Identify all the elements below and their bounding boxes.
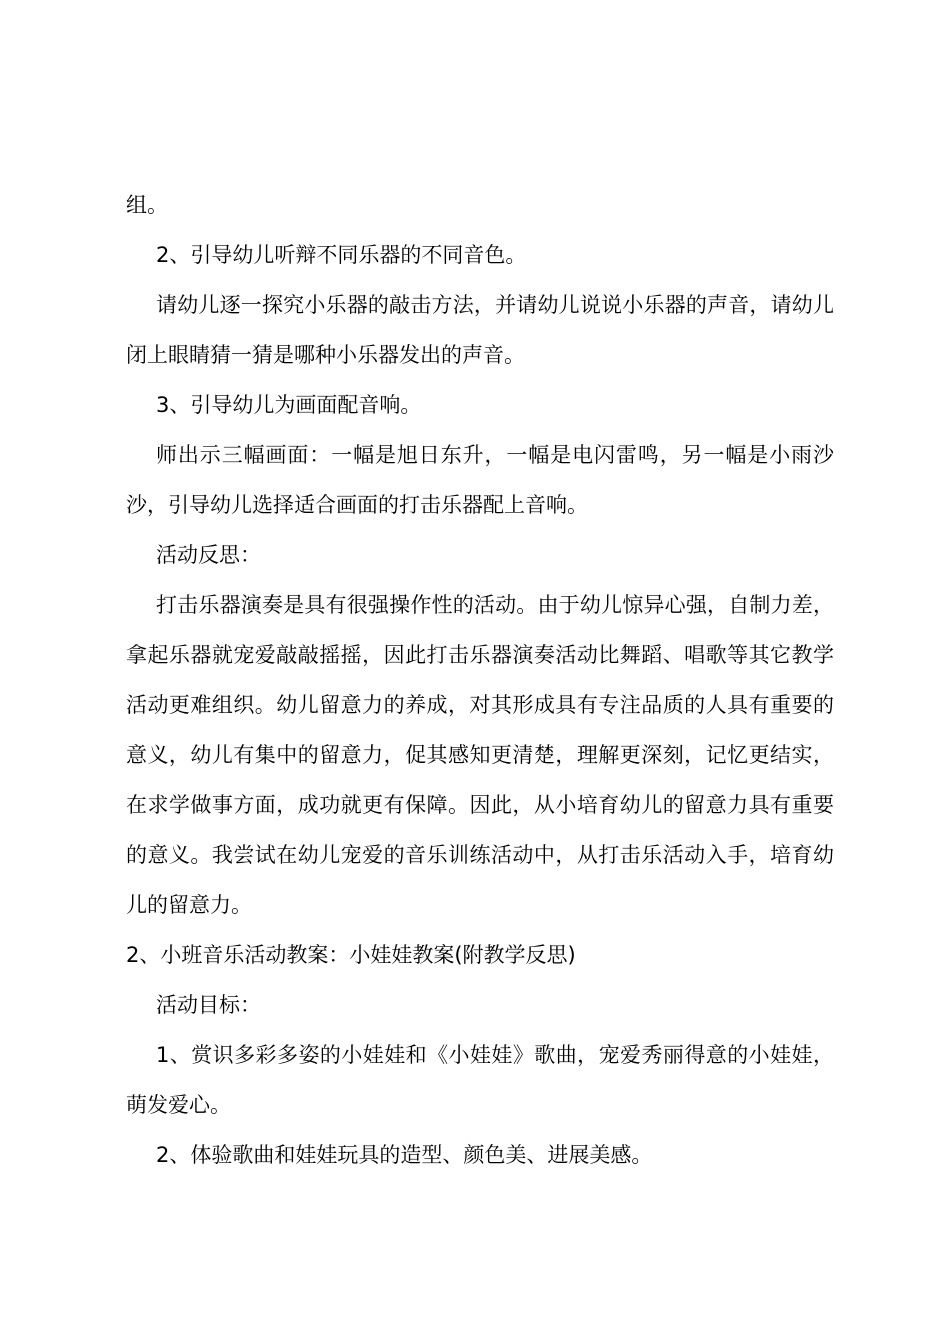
paragraph-explore-instruments: 请幼儿逐一探究小乐器的敲击方法，并请幼儿说说小乐器的声音，请幼儿闭上眼睛猜一猜是哪种小乐器发出的声音。	[126, 293, 834, 367]
paragraph-goal-2: 2、体验歌曲和娃娃玩具的造型、颜色美、进展美感。	[156, 1143, 653, 1167]
paragraph-step-2-listen: 2、引导幼儿听辩不同乐器的不同音色。	[156, 243, 527, 267]
paragraph-three-pictures: 师出示三幅画面：一幅是旭日东升，一幅是电闪雷鸣，另一幅是小雨沙沙，引导幼儿选择适合画面的打击乐器配上音响。	[126, 443, 834, 517]
heading-activity-goals: 活动目标：	[156, 993, 261, 1017]
heading-activity-reflection: 活动反思：	[156, 543, 261, 567]
section-title-lesson-2: 2、小班音乐活动教案：小娃娃教案(附教学反思)	[126, 943, 576, 967]
paragraph-continuation: 组。	[126, 193, 168, 217]
paragraph-goal-1: 1、赏识多彩多姿的小娃娃和《小娃娃》歌曲，宠爱秀丽得意的小娃娃，萌发爱心。	[126, 1043, 834, 1117]
paragraph-reflection-body: 打击乐器演奏是具有很强操作性的活动。由于幼儿惊异心强，自制力差，拿起乐器就宠爱敲敲摇摇，因此打击乐器演奏活动比舞蹈、唱歌等其它教学活动更难组织。幼儿留意力的养成，对其形成具有专注品质的人具有重要的意义，幼儿有集中的留意力，促其感知更清楚，理解更深刻，记忆更结实，在求学做事方面，成功就更有保障。因此，从小培育幼儿的留意力具有重要的意义。我尝试在幼儿宠爱的音乐训练活动中，从打击乐活动入手，培育幼儿的留意力。	[126, 593, 834, 917]
paragraph-step-3-sound: 3、引导幼儿为画面配音响。	[156, 393, 422, 417]
document-body	[126, 180, 834, 1180]
